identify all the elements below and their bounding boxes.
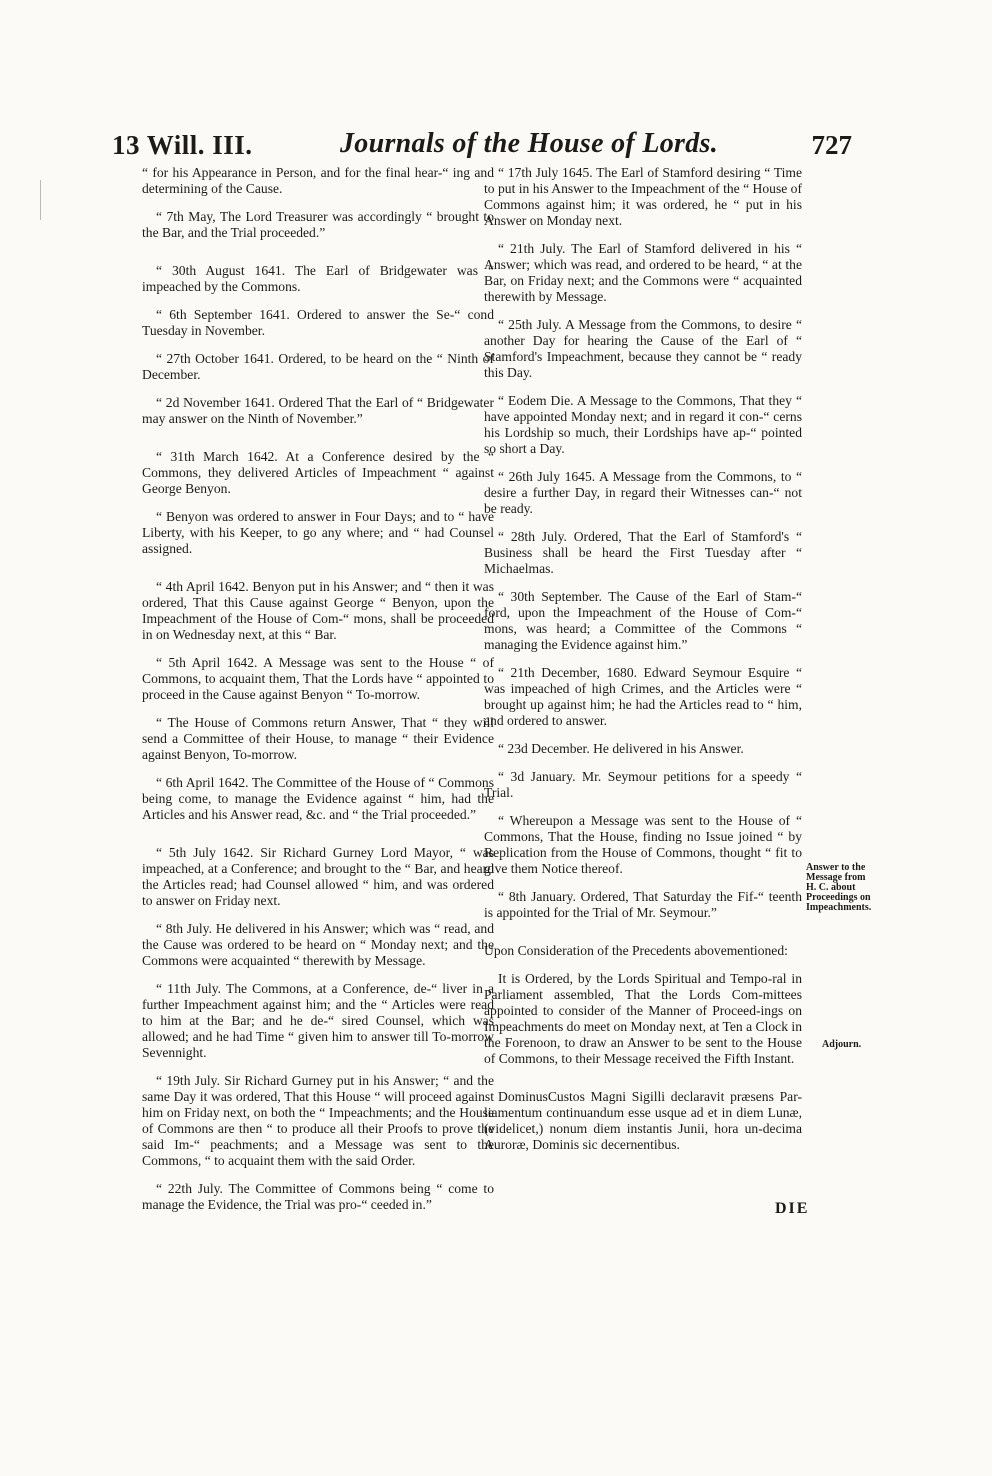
paragraph: “ 8th January. Ordered, That Saturday the Fif-“ teenth is appointed for the Trial of Mr. Seymour.” xyxy=(484,889,802,920)
paragraph: “ 25th July. A Message from the Commons, to desire “ another Day for hearing the Cause of the Earl of “ Stamford's Impeachment, because they cannot be “ ready this Day. xyxy=(484,317,802,380)
paragraph: “ Benyon was ordered to answer in Four Days; and to “ have Liberty, with his Keeper, to go any where; and “ had Counsel assigned. xyxy=(142,509,494,556)
resolution-intro: Upon Consideration of the Precedents abovementioned: xyxy=(484,943,788,958)
paragraph: “ 5th July 1642. Sir Richard Gurney Lord Mayor, “ was impeached, at a Conference; and brought to the “ Bar, and heard the Articles read; had Counsel allowed “ him, and was ordered to answer on Friday next. xyxy=(142,845,494,908)
paragraph: “ 17th July 1645. The Earl of Stamford desiring “ Time to put in his Answer to the Impeachment of the “ House of Commons against him; it was ordered, he “ put in his Answer on Monday next. xyxy=(484,165,802,228)
page-edge-mark xyxy=(40,180,45,220)
paragraph: “ 3d January. Mr. Seymour petitions for a speedy “ Trial. xyxy=(484,769,802,800)
paragraph: “ 4th April 1642. Benyon put in his Answer; and “ then it was ordered, That this Cause against George “ Benyon, upon the Impeachment of the House of Com-“ mons, shall be proceeded in on Wednesday next, at this “ Bar. xyxy=(142,579,494,642)
paragraph: “ 8th July. He delivered in his Answer; which was “ read, and the Cause was ordered to be heard on “ Monday next; and the Commons were acquainted “ therewith by Message. xyxy=(142,921,494,968)
paragraph: “ The House of Commons return Answer, That “ they will send a Committee of their House, to manage “ their Evidence against Benyon, To-morrow. xyxy=(142,715,494,762)
catchword: DIE xyxy=(775,1200,810,1217)
resolution-block xyxy=(484,943,802,1153)
paragraph: “ 30th September. The Cause of the Earl of Stam-“ ford, upon the Impeachment of the House of Com-“ mons, was heard; a Committee of the Commons “ managing the Evidence against him.” xyxy=(484,589,802,652)
paragraph: “ 5th April 1642. A Message was sent to the House “ of Commons, to acquaint them, That the Lords have “ appointed to proceed in the Cause against Benyon “ To-morrow. xyxy=(142,655,494,702)
paragraph: “ Whereupon a Message was sent to the House of “ Commons, That the House, finding no Issue joined “ by Replication from the House of Commons, thought “ fit to give them Notice thereof. xyxy=(484,813,802,876)
paragraph: “ 23d December. He delivered in his Answer. xyxy=(498,741,744,756)
left-column xyxy=(142,165,494,1225)
margin-note-adjourn: Adjourn. xyxy=(822,1039,862,1050)
paragraph: “ 19th July. Sir Richard Gurney put in his Answer; “ and the same Day it was ordered, That this House “ will proceed against him on Friday next, on both the “ Impeachments; and the House of Commons are then “ to produce all their Proofs to prove the said Im-“ peachments; and a Message was sent to the Commons, “ to acquaint them with the said Order. xyxy=(142,1073,494,1168)
paragraph: “ 28th July. Ordered, That the Earl of Stamford's “ Business shall be heard the First Tuesday after “ Michaelmas. xyxy=(484,529,802,576)
journal-title: Journals of the House of Lords. xyxy=(340,128,719,159)
paragraph: “ 6th April 1642. The Committee of the House of “ Commons being come, to manage the Evidence against “ him, had the Articles and his Answer read, &c. and “ the Trial proceeded.” xyxy=(142,775,494,822)
margin-note-answer: Answer to the Message from H. C. about Proceedings on Impeachments. xyxy=(806,862,872,913)
adjournment-text: DominusCustos Magni Sigilli declaravit præsens Par-liamentum continuandum esse usque ad et in diem Lunæ, (videlicet,) nonum diem instantis Junii, hora un-decima Auroræ, Dominis sic decernentibus. xyxy=(484,1089,802,1152)
paragraph: “ 22th July. The Committee of Commons being “ come to manage the Evidence, the Trial was pro-“ ceeded in.” xyxy=(142,1181,494,1212)
page-number: 727 xyxy=(811,130,852,160)
paragraph: “ 21th December, 1680. Edward Seymour Esquire “ was impeached of high Crimes, and the Articles were “ brought up against him; he had the Articles read to “ him, and ordered to answer. xyxy=(484,665,802,728)
paragraph: “ 6th September 1641. Ordered to answer the Se-“ cond Tuesday in November. xyxy=(142,307,494,338)
paragraph: “ 2d November 1641. Ordered That the Earl of “ Bridgewater may answer on the Ninth of November.” xyxy=(142,395,494,426)
paragraph: “ for his Appearance in Person, and for the final hear-“ ing and determining of the Cause. xyxy=(142,165,494,196)
paragraph: “ 7th May, The Lord Treasurer was accordingly “ brought to the Bar, and the Trial proceeded.” xyxy=(142,209,494,240)
paragraph: “ 27th October 1641. Ordered, to be heard on the “ Ninth of December. xyxy=(142,351,494,382)
paragraph: “ 26th July 1645. A Message from the Commons, to “ desire a further Day, in regard their Witnesses can-“ not be ready. xyxy=(484,469,802,516)
paragraph: “ 11th July. The Commons, at a Conference, de-“ liver in a further Impeachment against him; and the “ Articles were read to him at the Bar; and he de-“ sired Counsel, which was allowed; and he had Time “ given him to answer till To-morrow Sevennight. xyxy=(142,981,494,1060)
paragraph: “ 30th August 1641. The Earl of Bridgewater was “ impeached by the Commons. xyxy=(142,263,494,294)
paragraph: “ Eodem Die. A Message to the Commons, That they “ have appointed Monday next; and in regard it con-“ cerns his Lordship so much, their Lordships have ap-“ pointed so short a Day. xyxy=(484,393,802,456)
paragraph: “ 31th March 1642. At a Conference desired by the “ Commons, they delivered Articles of Impeachment “ against George Benyon. xyxy=(142,449,494,496)
resolution-order: It is Ordered, by the Lords Spiritual and Tempo-ral in Parliament assembled, That the Lords Com-mittees appointed to consider of the Manner of Proceed-ings on Impeachments do meet on Monday next, at Ten a Clock in the Forenoon, to draw an Answer to be sent to the House of Commons, to their Message received the Fifth Instant. xyxy=(484,971,802,1066)
right-column xyxy=(484,165,802,1165)
running-header xyxy=(112,128,852,168)
paragraph: “ 21th July. The Earl of Stamford delivered in his “ Answer; which was read, and ordered to be heard, “ at the Bar, on Friday next; and the Commons were “ acquainted therewith by Message. xyxy=(484,241,802,304)
regnal-year: 13 Will. III. xyxy=(112,130,253,160)
